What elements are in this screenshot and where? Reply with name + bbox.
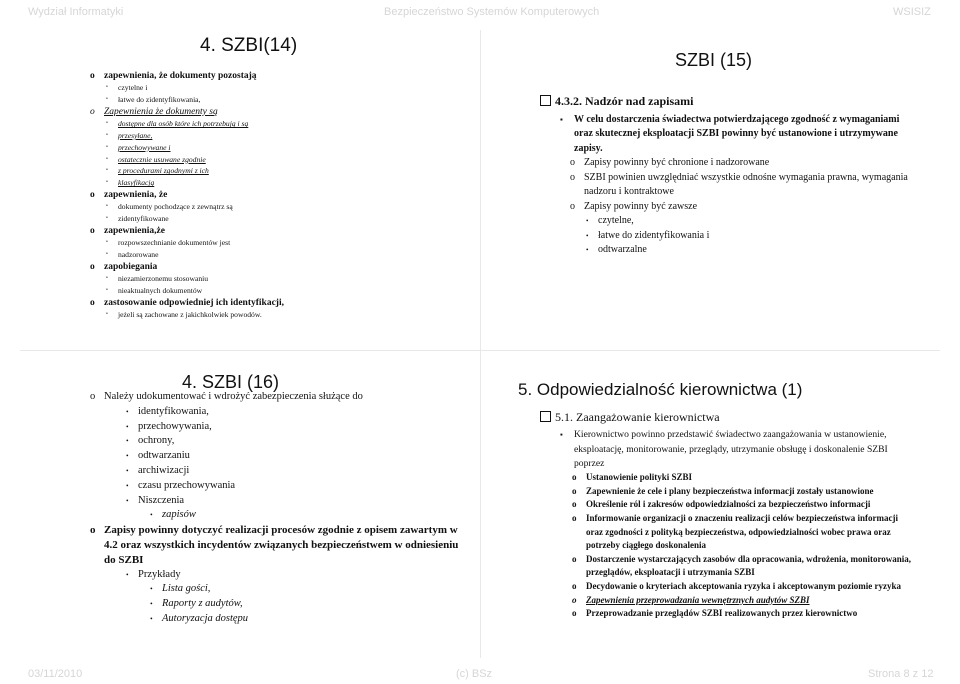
list-subitem: • identyfikowania, [124, 405, 470, 420]
list-item: o SZBI powinien uwzględniać wszystkie odnośne wymagania prawna, wymagania nadzoru i kontraktowe [570, 171, 910, 200]
list-item: o Dostarczenie wystarczających zasobów dla opracowania, wdrożenia, monitorowania, przeglądów, eksploatacji i utrzymania SZBI [572, 553, 912, 580]
list-item: o Zapewnienia że dokumenty są • dostępne dla osób które ich potrzebują i są • przesyłane, • przechowywane i • ostatecznie usuwane zgodnie • z procedurami zgodnymi z ich • klasyfikacją [90, 106, 450, 189]
page-footer [0, 664, 960, 684]
footer-copyright: (c) BSz [456, 668, 493, 680]
list-subitem: • łatwe do zidentyfikowania, [104, 94, 450, 106]
records-list [570, 156, 910, 214]
records-sublist [584, 214, 910, 258]
list-subitem: • odtwarzaniu [124, 449, 470, 464]
list-item: o Zapisy powinny być chronione i nadzorowane [570, 156, 910, 171]
checkbox-bullet-icon [540, 411, 551, 422]
list-subitem: • odtwarzalne [584, 243, 910, 258]
list-item: o Zapisy powinny dotyczyć realizacji procesów zgodnie z opisem zawartym w 4.2 oraz wszystkich incydentów związanych bezpieczeństwem w odniesieniu do SZBI • Przykłady • Lista gości, • Raporty z audytów, • Autoryzacja dostępu [90, 523, 470, 627]
list-item: o Informowanie organizacji o znaczeniu realizacji celów bezpieczeństwa informacji oraz zgodności z polityką bezpieczeństwa, odpowiedzialności wobec prawa oraz potrzeby ciągłego doskonalenia [572, 512, 912, 553]
list-item: o zapobiegania • niezamierzonemu stosowaniu • nieaktualnych dokumentów [90, 261, 450, 297]
list-subitem: • ochrony, [124, 434, 470, 449]
list-item: o zapewnienia, że dokumenty pozostają • czytelne i • łatwe do zidentyfikowania, [90, 70, 450, 106]
intro-text: ▪ W celu dostarczenia świadectwa potwierdzającego zgodność z wymaganiami oraz skutecznej eksploatacji SZBI powinny być ustanowione i utrzymywane zapisy. [560, 113, 910, 157]
section-heading: 5.1. Zaangażowanie kierownictwa [540, 410, 912, 424]
list-subitem: • jeżeli są zachowane z jakichkolwiek powodów. [104, 309, 450, 321]
list-subitem: • zidentyfikowane [104, 213, 450, 225]
list-subitem: • czytelne i [104, 82, 450, 94]
list-subsubitem: • Autoryzacja dostępu [148, 612, 470, 627]
list-subitem: • klasyfikacją [104, 177, 450, 189]
list-subitem: • ostatecznie usuwane zgodnie [104, 154, 450, 166]
list-subsubitem: • Lista gości, [148, 582, 470, 597]
slide-title: 4. SZBI(14) [200, 35, 298, 56]
list-subitem: • przechowywane i [104, 142, 450, 154]
list-subitem: • czytelne, [584, 214, 910, 229]
list-subitem: • z procedurami zgodnymi z ich [104, 165, 450, 177]
list-subsubitem: • zapisów [148, 508, 470, 523]
slide-title: 4. SZBI (16) [182, 372, 280, 392]
commitment-list [572, 471, 912, 621]
list-subitem: • przechowywania, [124, 420, 470, 435]
horizontal-divider [20, 350, 940, 351]
list-subitem: • archiwizacji [124, 464, 470, 479]
list-item: o Określenie ról i zakresów odpowiedzialności za bezpieczeństwo informacji [572, 498, 912, 512]
page-header [0, 0, 960, 22]
checkbox-bullet-icon [540, 95, 551, 106]
intro-list [560, 113, 910, 157]
footer-date: 03/11/2010 [28, 668, 83, 680]
list-subitem: • niezamierzonemu stosowaniu [104, 273, 450, 285]
list-subitem: • przesyłane, [104, 130, 450, 142]
slide-body [90, 70, 450, 321]
slide-title: SZBI (15) [675, 50, 753, 70]
list-item: o Zapewnienie że cele i plany bezpieczeństwa informacji zostały ustanowione [572, 485, 912, 499]
slide-body [540, 410, 912, 621]
list-item: o Ustanowienie polityki SZBI [572, 471, 912, 485]
list-item: o zastosowanie odpowiedniej ich identyfikacji, • jeżeli są zachowane z jakichkolwiek powodów. [90, 297, 450, 321]
vertical-divider [480, 30, 481, 658]
intro-list [560, 428, 912, 471]
list-item: o zapewnienia, że • dokumenty pochodzące z zewnątrz są • zidentyfikowane [90, 189, 450, 225]
list-item: o Zapewnienia przeprowadzania wewnętrznych audytów SZBI [572, 594, 912, 608]
list-subitem: • dokumenty pochodzące z zewnątrz są [104, 201, 450, 213]
list-subitem: • Niszczenia • zapisów [124, 494, 470, 524]
list-item: o Decydowanie o kryteriach akceptowania ryzyka i akceptowanym poziomie ryzyka [572, 580, 912, 594]
slide-title: 5. Odpowiedzialność kierownictwa (1) [518, 380, 803, 399]
list-subitem: • nadzorowane [104, 249, 450, 261]
header-left: Wydział Informatyki [28, 6, 124, 18]
header-center: Bezpieczeństwo Systemów Komputerowych [384, 6, 600, 18]
slide-body [90, 390, 470, 627]
list-subsubitem: • Raporty z audytów, [148, 597, 470, 612]
slide-body [540, 94, 910, 258]
footer-page-number: Strona 8 z 12 [868, 668, 934, 680]
section-heading: 4.3.2. Nadzór nad zapisami [540, 94, 910, 109]
header-right: WSISIZ [893, 6, 931, 18]
list-item: o Należy udokumentować i wdrożyć zabezpieczenia służące do • identyfikowania, • przechowywania, • ochrony, • odtwarzaniu • archiwizacji • czasu przechowywania • Niszczenia • zapisów [90, 390, 470, 523]
list-item: o zapewnienia,że • rozpowszechnianie dokumentów jest • nadzorowane [90, 225, 450, 261]
list-subitem: • Przykłady • Lista gości, • Raporty z audytów, • Autoryzacja dostępu [124, 568, 470, 627]
list-subitem: • nieaktualnych dokumentów [104, 285, 450, 297]
list-item: o Zapisy powinny być zawsze [570, 200, 910, 215]
intro-text: ▪ Kierownictwo powinno przedstawić świadectwo zaangażowania w ustanowienie, eksploatację, monitorowanie, przeglądy, utrzymanie obsługę i doskonalenie SZBI poprzez [560, 428, 912, 471]
list-subitem: • łatwe do zidentyfikowania i [584, 229, 910, 244]
list-subitem: • rozpowszechnianie dokumentów jest [104, 237, 450, 249]
list-subitem: • czasu przechowywania [124, 479, 470, 494]
list-subitem: • dostępne dla osób które ich potrzebują i są [104, 118, 450, 130]
list-item: o Przeprowadzanie przeglądów SZBI realizowanych przez kierownictwo [572, 607, 912, 621]
